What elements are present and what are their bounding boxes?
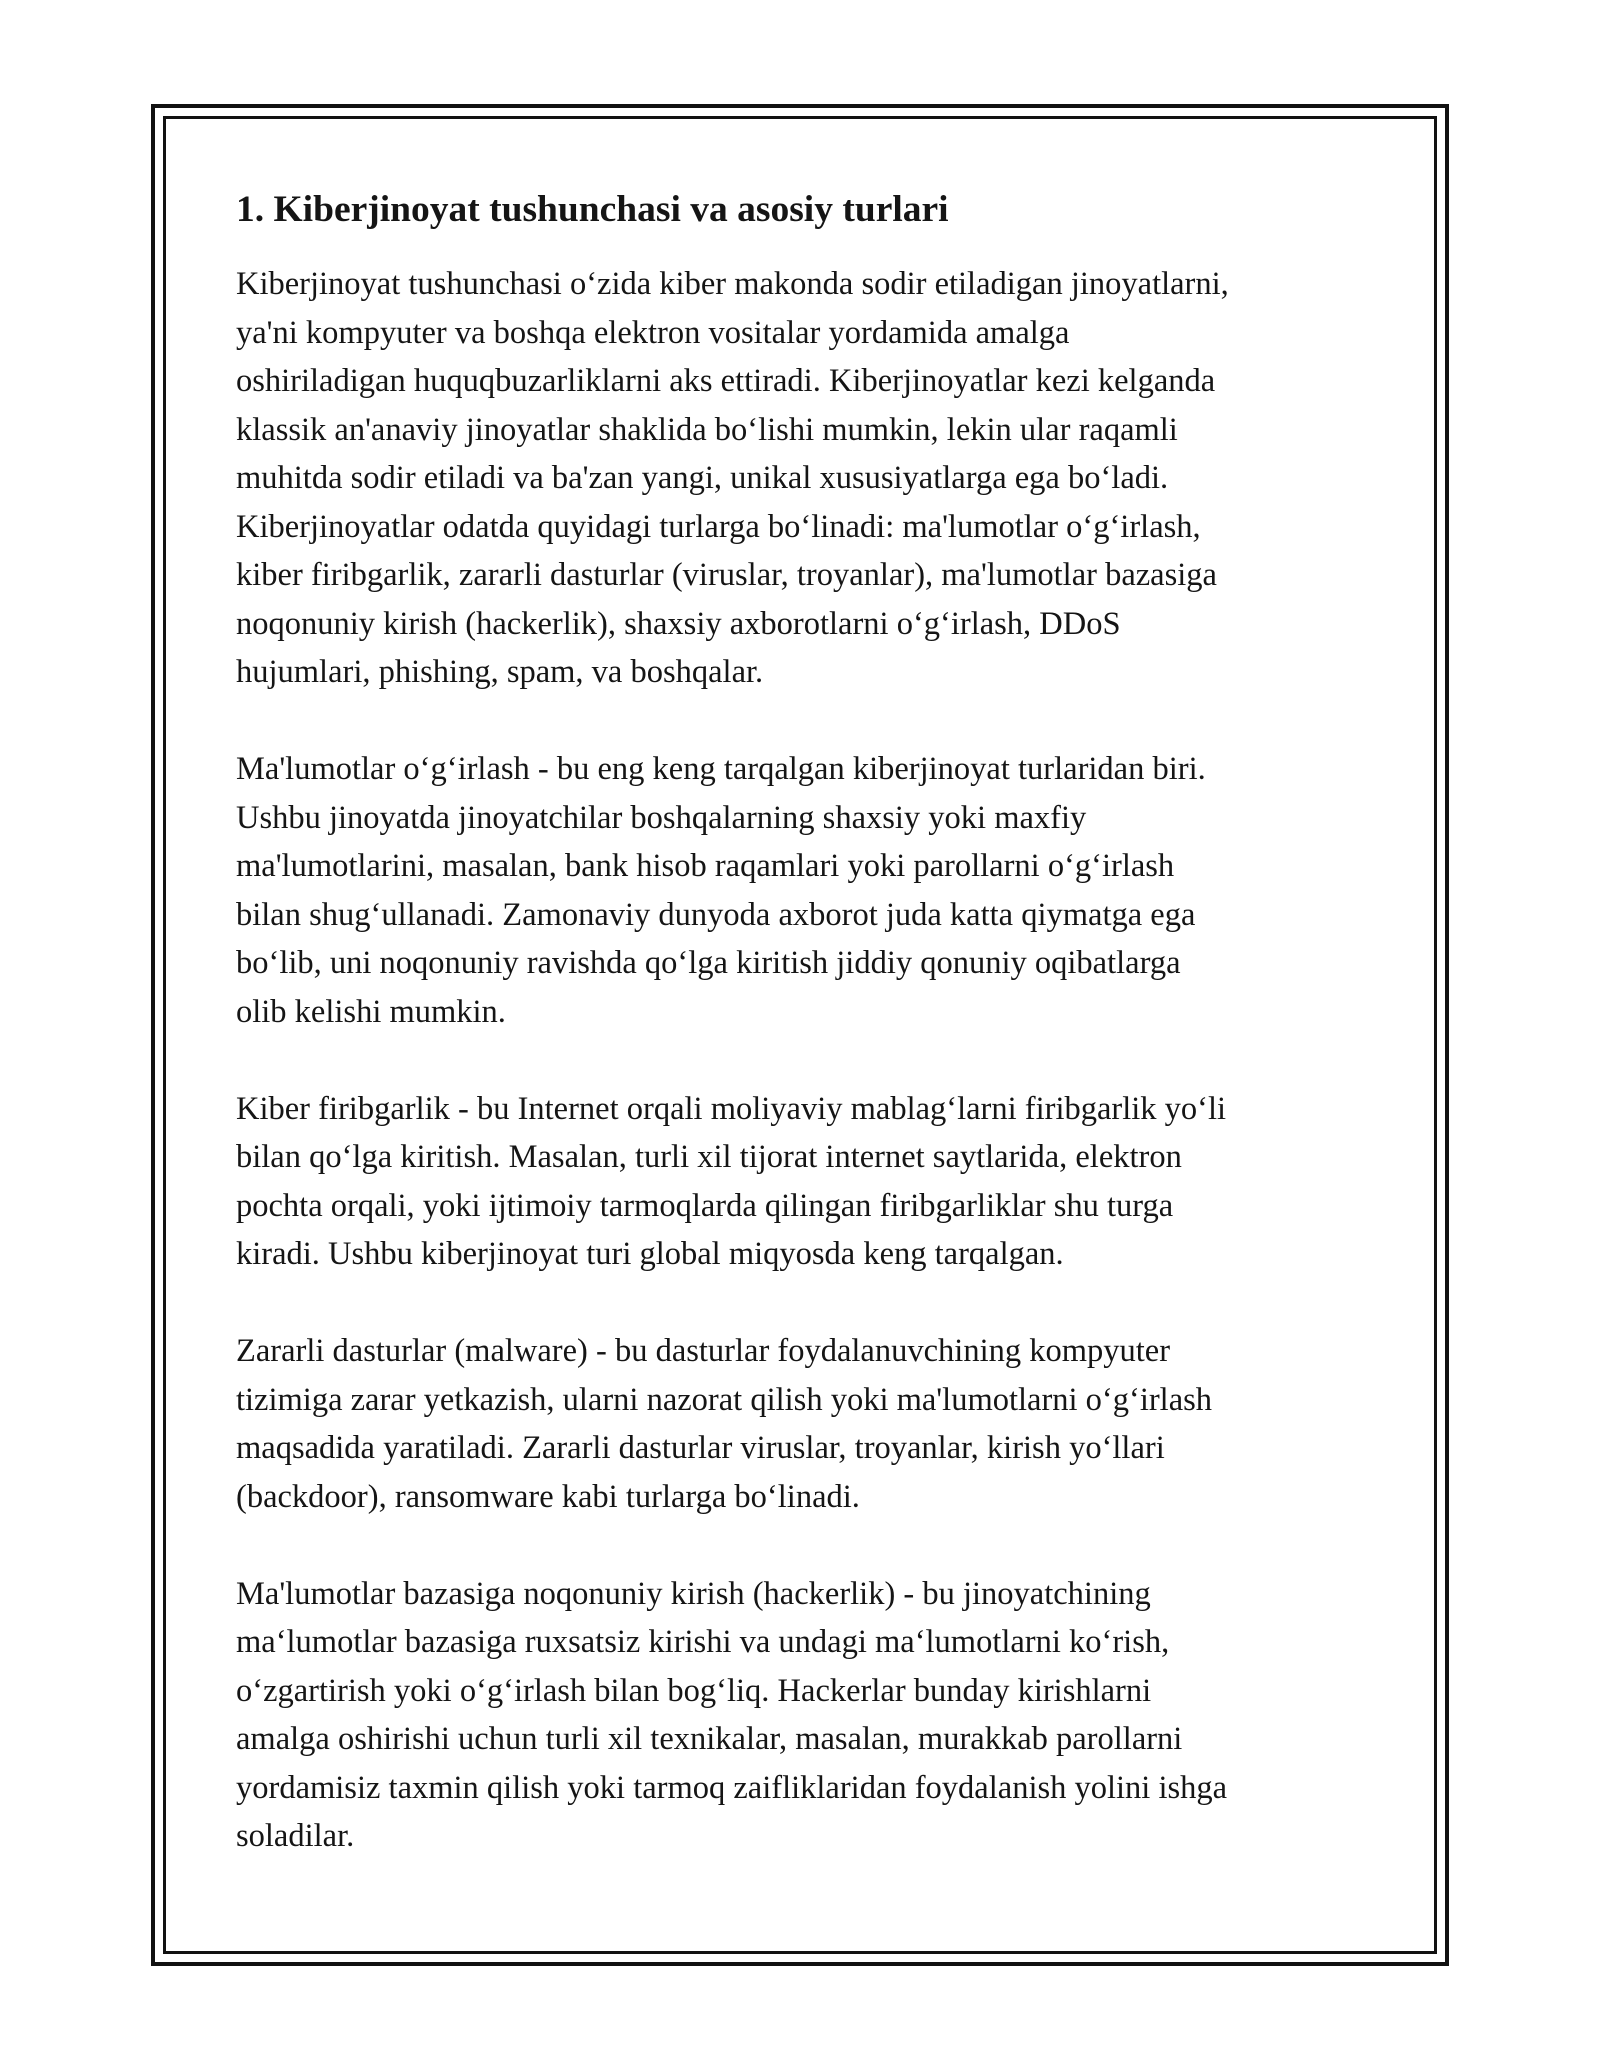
- paragraph: [236, 1570, 1366, 1861]
- paragraph-line: ya'ni kompyuter va boshqa elektron vositalar yordamida amalga: [236, 314, 1070, 351]
- paragraph-line: muhitda sodir etiladi va ba'zan yangi, unikal xususiyatlarga ega bo‘ladi.: [236, 460, 1169, 496]
- paragraph-line: soladilar.: [236, 1818, 355, 1854]
- paragraph-line: (backdoor), ransomware kabi turlarga bo‘linadi.: [236, 1478, 860, 1515]
- paragraph-line: o‘zgartirish yoki o‘g‘irlash bilan bog‘liq. Hackerlar bunday kirishlarni: [236, 1672, 1152, 1709]
- document-body: [236, 186, 1366, 1909]
- paragraph-line: Zararli dasturlar (malware) - bu dasturlar foydalanuvchining kompyuter: [236, 1333, 1171, 1369]
- paragraph: [236, 1327, 1366, 1521]
- paragraph-line: yordamisiz taxmin qilish yoki tarmoq zaifliklaridan foydalanish yolini ishga: [236, 1769, 1228, 1806]
- paragraph-line: bilan qo‘lga kiritish. Masalan, turli xil tijorat internet saytlarida, elektron: [236, 1139, 1182, 1175]
- paragraph-line: tizimiga zarar yetkazish, ularni nazorat qilish yoki ma'lumotlarni o‘g‘irlash: [236, 1381, 1213, 1418]
- paragraph-line: kiradi. Ushbu kiberjinoyat turi global miqyosda keng tarqalgan.: [236, 1236, 1064, 1272]
- paragraph-line: hujumlari, phishing, spam, va boshqalar.: [236, 654, 764, 690]
- paragraph-line: oshiriladigan huquqbuzarliklarni aks ettiradi. Kiberjinoyatlar kezi kelganda: [236, 363, 1216, 399]
- paragraph-line: Ma'lumotlar bazasiga noqonuniy kirish (hackerlik) - bu jinoyatchining: [236, 1575, 1151, 1612]
- paragraph-line: noqonuniy kirish (hackerlik), shaxsiy axborotlarni o‘g‘irlash, DDoS: [236, 605, 1121, 642]
- paragraph-line: Kiberjinoyat tushunchasi o‘zida kiber makonda sodir etiladigan jinoyatlarni,: [236, 266, 1229, 302]
- paragraph-line: maqsadida yaratiladi. Zararli dasturlar viruslar, troyanlar, kirish yo‘llari: [236, 1430, 1165, 1466]
- paragraph-line: kiber firibgarlik, zararli dasturlar (viruslar, troyanlar), ma'lumotlar bazasiga: [236, 557, 1217, 593]
- paragraph-line: pochta orqali, yoki ijtimoiy tarmoqlarda qilingan firibgarliklar shu turga: [236, 1187, 1174, 1224]
- paragraph-line: bo‘lib, uni noqonuniy ravishda qo‘lga kiritish jiddiy qonuniy oqibatlarga: [236, 945, 1181, 981]
- paragraph-line: bilan shug‘ullanadi. Zamonaviy dunyoda axborot juda katta qiymatga ega: [236, 896, 1196, 933]
- paragraph-list: [236, 260, 1366, 1861]
- paragraph-line: ma‘lumotlar bazasiga ruxsatsiz kirishi va undagi ma‘lumotlarni ko‘rish,: [236, 1624, 1170, 1660]
- paragraph-line: amalga oshirishi uchun turli xil texnikalar, masalan, murakkab parollarni: [236, 1721, 1183, 1757]
- paragraph: [236, 1085, 1366, 1279]
- paragraph-line: Kiber firibgarlik - bu Internet orqali moliyaviy mablag‘larni firibgarlik yo‘li: [236, 1090, 1227, 1127]
- paragraph: [236, 260, 1366, 697]
- paragraph-line: Ushbu jinoyatda jinoyatchilar boshqalarning shaxsiy yoki maxfiy: [236, 799, 1087, 836]
- paragraph-line: klassik an'anaviy jinoyatlar shaklida bo‘lishi mumkin, lekin ular raqamli: [236, 411, 1178, 448]
- paragraph-line: ma'lumotlarini, masalan, bank hisob raqamlari yoki parollarni o‘g‘irlash: [236, 848, 1175, 884]
- paragraph: [236, 745, 1366, 1036]
- paragraph-line: Ma'lumotlar o‘g‘irlash - bu eng keng tarqalgan kiberjinoyat turlaridan biri.: [236, 751, 1206, 787]
- paragraph-line: Kiberjinoyatlar odatda quyidagi turlarga bo‘linadi: ma'lumotlar o‘g‘irlash,: [236, 508, 1201, 545]
- paragraph-line: olib kelishi mumkin.: [236, 993, 506, 1030]
- section-heading: 1. Kiberjinoyat tushunchasi va asosiy turlari: [236, 189, 949, 230]
